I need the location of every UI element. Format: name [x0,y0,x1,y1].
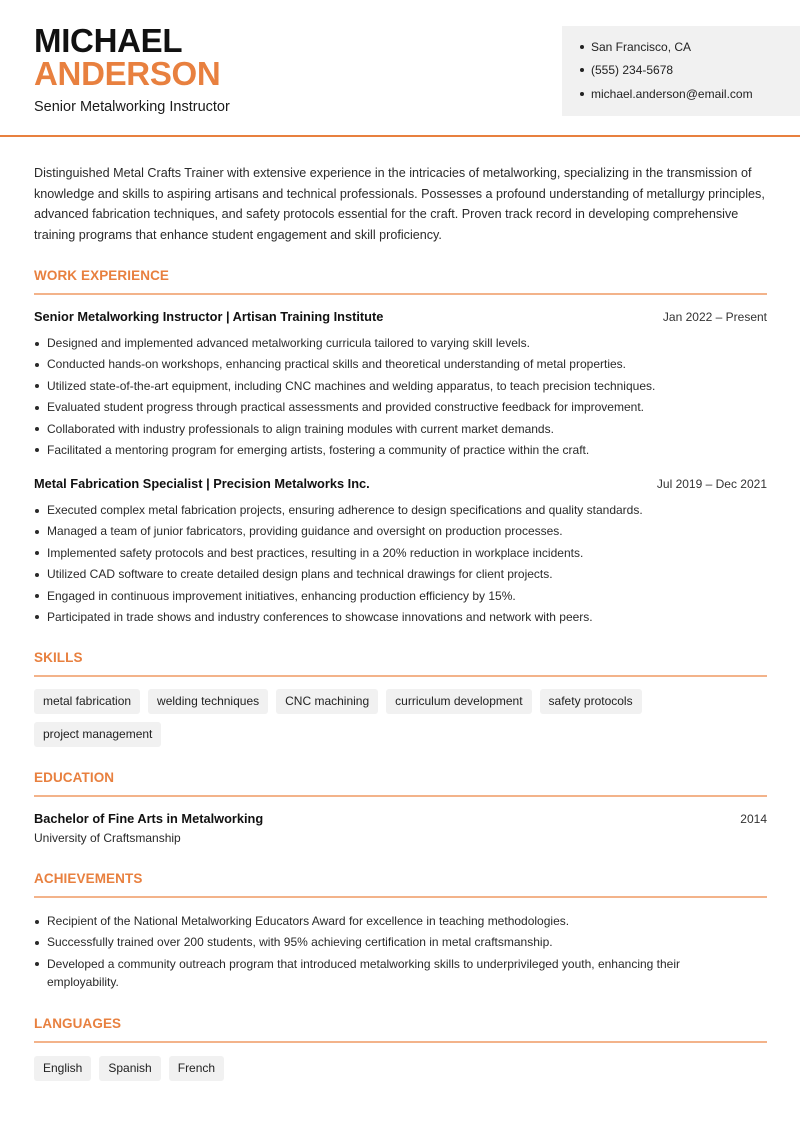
first-name: MICHAEL [34,22,183,59]
contact-email-text: michael.anderson@email.com [591,86,753,101]
list-item: Evaluated student progress through practical assessments and provided constructive feedback for improvement. [34,398,769,416]
skill-tag: metal fabrication [34,689,140,714]
language-tag: French [169,1056,224,1081]
job-header [34,309,767,324]
list-item: Utilized state-of-the-art equipment, including CNC machines and welding apparatus, to teach precision techniques. [34,377,769,395]
job-bullets [34,501,769,629]
section-divider [34,293,767,295]
list-item: Utilized CAD software to create detailed design plans and technical drawings for client projects. [34,565,769,583]
section-divider [34,896,767,898]
bullet-icon [580,92,584,96]
education-school: University of Craftsmanship [34,831,181,845]
bullet-icon [580,68,584,72]
last-name: ANDERSON [34,55,221,92]
list-item: Engaged in continuous improvement initiatives, enhancing production efficiency by 15%. [34,587,769,605]
contact-email [580,82,800,106]
list-item: Recipient of the National Metalworking Educators Award for excellence in teaching methodologies. [34,912,769,930]
job-dates: Jul 2019 – Dec 2021 [656,477,767,491]
education-header [34,811,767,826]
achievements-heading: ACHIEVEMENTS [34,871,143,886]
job-role: Senior Metalworking Instructor | Artisan Training Institute [34,309,384,324]
contact-phone-text: (555) 234-5678 [591,63,674,78]
education-year: 2014 [740,812,767,826]
education-heading: EDUCATION [34,770,115,785]
skill-tag: CNC machining [276,689,378,714]
languages-heading: LANGUAGES [34,1016,122,1031]
skill-tag: safety protocols [540,689,642,714]
achievements-bullets [34,912,769,994]
summary-paragraph: Distinguished Metal Crafts Trainer with extensive experience in the intricacies of metalworking, specializing in the transmission of knowledge and skills to aspiring artisans and technical professionals. Possesses a profound understanding of metallurgy principles, advanced fabrication techniques, and safety protocols essential for the craft. Proven track record in developing comprehensive training programs that enhance student engagement and skill proficiency. [34,166,765,242]
language-tag: Spanish [99,1056,160,1081]
section-divider [34,795,767,797]
skill-tag: welding techniques [148,689,268,714]
section-divider [34,1041,767,1043]
list-item: Conducted hands-on workshops, enhancing practical skills and theoretical understanding of metal properties. [34,355,769,373]
skills-heading: SKILLS [34,650,83,665]
list-item: Successfully trained over 200 students, with 95% achieving certification in metal craftsmanship. [34,933,769,951]
list-item: Collaborated with industry professionals to align training modules with current market demands. [34,420,769,438]
list-item: Executed complex metal fabrication projects, ensuring adherence to design specifications and quality standards. [34,501,769,519]
resume-header [0,0,800,137]
list-item: Participated in trade shows and industry conferences to showcase innovations and network with peers. [34,608,769,626]
contact-location-text: San Francisco, CA [591,39,692,54]
education-degree: Bachelor of Fine Arts in Metalworking [34,811,264,826]
contact-box [562,26,800,116]
job-header [34,476,767,491]
list-item: Facilitated a mentoring program for emerging artists, fostering a community of practice within the craft. [34,441,769,459]
work-experience-heading: WORK EXPERIENCE [34,268,170,283]
job-role: Metal Fabrication Specialist | Precision Metalworks Inc. [34,476,370,491]
language-tag: English [34,1056,91,1081]
skill-tag: project management [34,722,161,747]
bullet-icon [580,45,584,49]
job-bullets [34,334,769,462]
section-divider [34,675,767,677]
contact-location [580,35,800,59]
skills-tags [34,689,774,747]
skill-tag: curriculum development [386,689,531,714]
job-title: Senior Metalworking Instructor [34,99,230,115]
job-dates: Jan 2022 – Present [662,310,767,324]
languages-tags [34,1056,774,1081]
list-item: Designed and implemented advanced metalworking curricula tailored to varying skill levels. [34,334,769,352]
list-item: Managed a team of junior fabricators, providing guidance and oversight on production processes. [34,522,769,540]
list-item: Developed a community outreach program that introduced metalworking skills to underprivileged youth, enhancing their employability. [34,955,769,991]
list-item: Implemented safety protocols and best practices, resulting in a 20% reduction in workplace incidents. [34,544,769,562]
contact-phone [580,59,800,83]
